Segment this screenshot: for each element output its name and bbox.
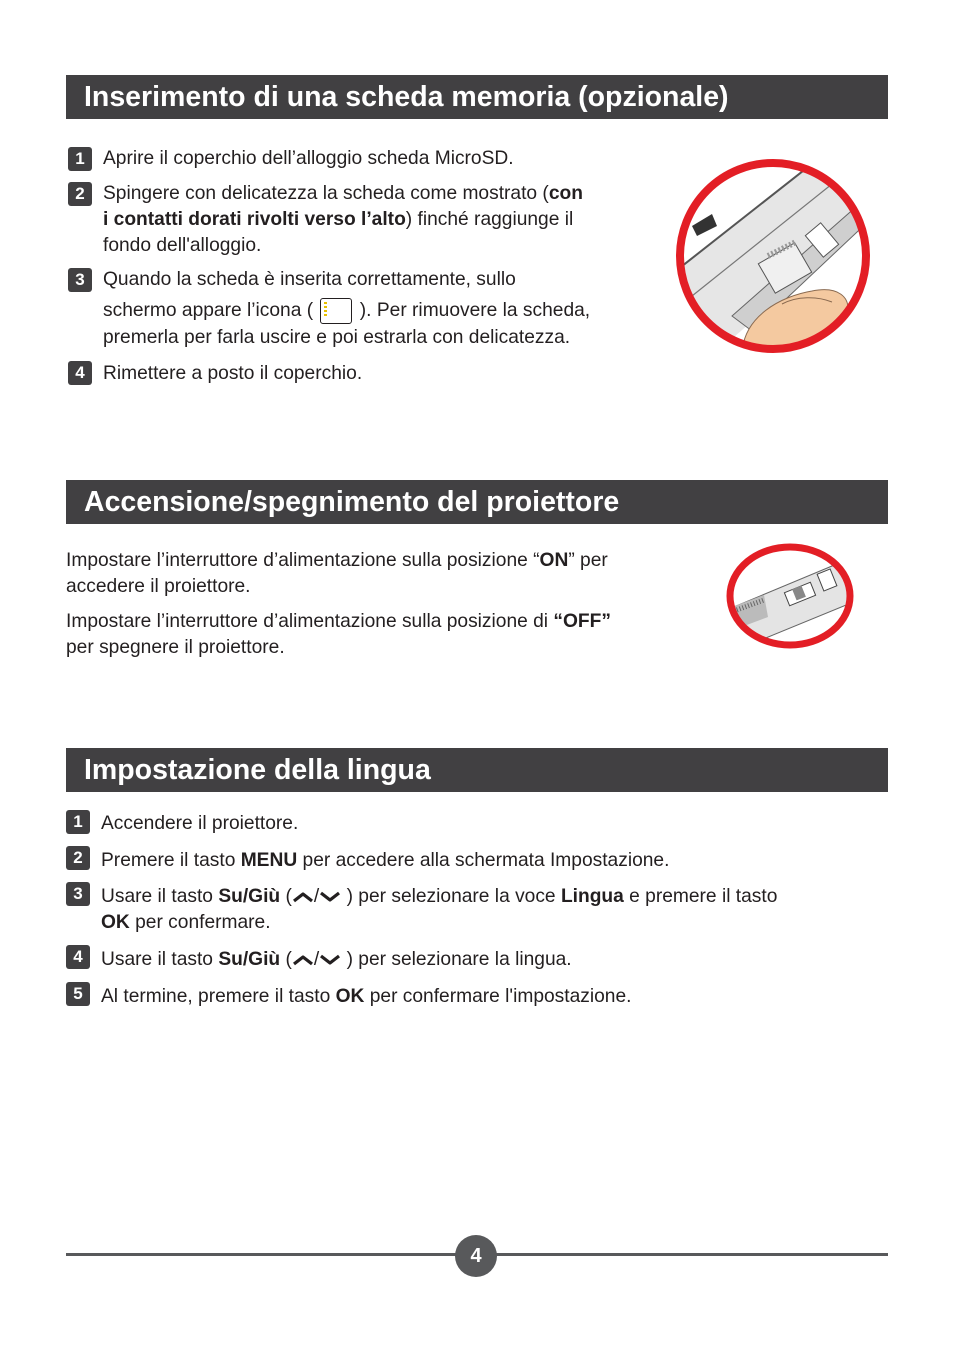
step-text: Aprire il coperchio dell’alloggio scheda MicroSD. <box>103 148 514 169</box>
step-number: 3 <box>66 882 90 906</box>
step-number: 1 <box>68 147 92 171</box>
section-header-sd <box>66 75 888 119</box>
step-text: Accendere il proiettore. <box>101 813 299 834</box>
step-text: Al termine, premere il tasto OK per confermare l'impostazione. <box>101 986 632 1007</box>
step-text: premerla per farla uscire e poi estrarla con delicatezza. <box>103 327 571 348</box>
step-number: 2 <box>68 182 92 206</box>
step-number: 4 <box>66 945 90 969</box>
footer-rule-right <box>494 1253 888 1256</box>
step-text: OK per confermare. <box>101 912 271 933</box>
paragraph: Impostare l’interruttore d’alimentazione sulla posizione “ON” per <box>66 550 608 571</box>
section-title: Inserimento di una scheda memoria (opzionale) <box>84 81 729 113</box>
step-text: fondo dell'alloggio. <box>103 235 262 256</box>
down-arrow-icon <box>319 954 341 966</box>
step-text: Quando la scheda è inserita correttamente, sullo <box>103 269 516 290</box>
step-text: Usare il tasto Su/Giù ( / ) per selezionare la voce Lingua e premere il tasto <box>101 886 778 907</box>
section-title: Accensione/spegnimento del proiettore <box>84 486 620 518</box>
down-arrow-icon <box>319 891 341 903</box>
step-number: 4 <box>68 361 92 385</box>
up-arrow-icon <box>292 954 314 966</box>
section-header-power <box>66 480 888 524</box>
step-text: Premere il tasto MENU per accedere alla schermata Impostazione. <box>101 850 670 871</box>
power-switch-illustration <box>724 541 856 651</box>
step-text: Rimettere a posto il coperchio. <box>103 363 363 384</box>
up-arrow-icon <box>292 891 314 903</box>
step-text: schermo appare l’icona ( ). Per rimuovere la scheda, <box>103 298 590 324</box>
step-text: Usare il tasto Su/Giù ( / ) per selezionare la lingua. <box>101 949 572 970</box>
paragraph: per spegnere il proiettore. <box>66 637 285 658</box>
page-number: 4 <box>455 1235 497 1277</box>
sd-insertion-illustration <box>672 156 874 356</box>
step-number: 2 <box>66 846 90 870</box>
step-number: 5 <box>66 982 90 1006</box>
step-number: 1 <box>66 810 90 834</box>
paragraph: Impostare l’interruttore d’alimentazione sulla posizione di “OFF” <box>66 611 611 632</box>
section-title: Impostazione della lingua <box>84 754 431 786</box>
step-text: i contatti dorati rivolti verso l’alto) finché raggiunge il <box>103 209 574 230</box>
step-text: Spingere con delicatezza la scheda come mostrato (con <box>103 183 583 204</box>
section-header-lang <box>66 748 888 792</box>
sd-card-icon <box>320 298 352 324</box>
step-number: 3 <box>68 268 92 292</box>
footer-rule-left <box>66 1253 458 1256</box>
paragraph: accedere il proiettore. <box>66 576 251 597</box>
